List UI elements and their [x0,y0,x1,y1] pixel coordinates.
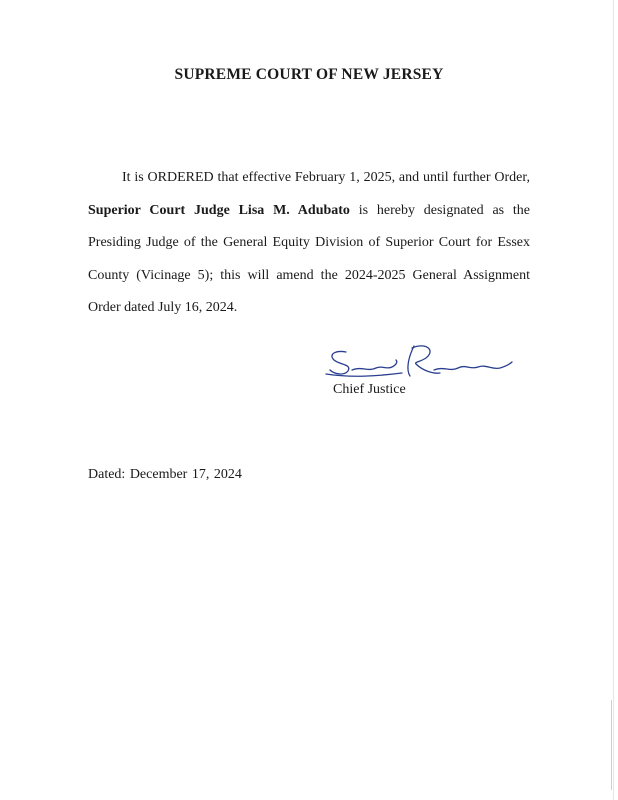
court-title: SUPREME COURT OF NEW JERSEY [174,66,444,83]
signature-stroke-second-initial [408,346,440,376]
signer-title: Chief Justice [333,382,406,397]
dated-line: Dated: December 17, 2024 [88,467,242,482]
chief-justice-signature [322,340,514,384]
scan-edge-mark [611,700,612,790]
judge-name: Superior Court Judge Lisa M. Adubato [88,202,350,218]
signature-stroke-first-initial [330,351,349,373]
signature-stroke-first-tail [352,360,397,370]
order-lead: It is ORDERED that effective February 1, 2025, and until further Order, [122,170,530,185]
signature-stroke-second-tail [434,362,512,370]
scan-edge-line [613,0,614,800]
order-rest: is hereby designated as the Presiding Judge of the General Equity Division of Superior Court for Essex County (Vicinage 5); this will amend the 2024-2025 General Assignment Order dated July 16, 2024. [88,202,531,316]
order-paragraph [88,162,530,325]
